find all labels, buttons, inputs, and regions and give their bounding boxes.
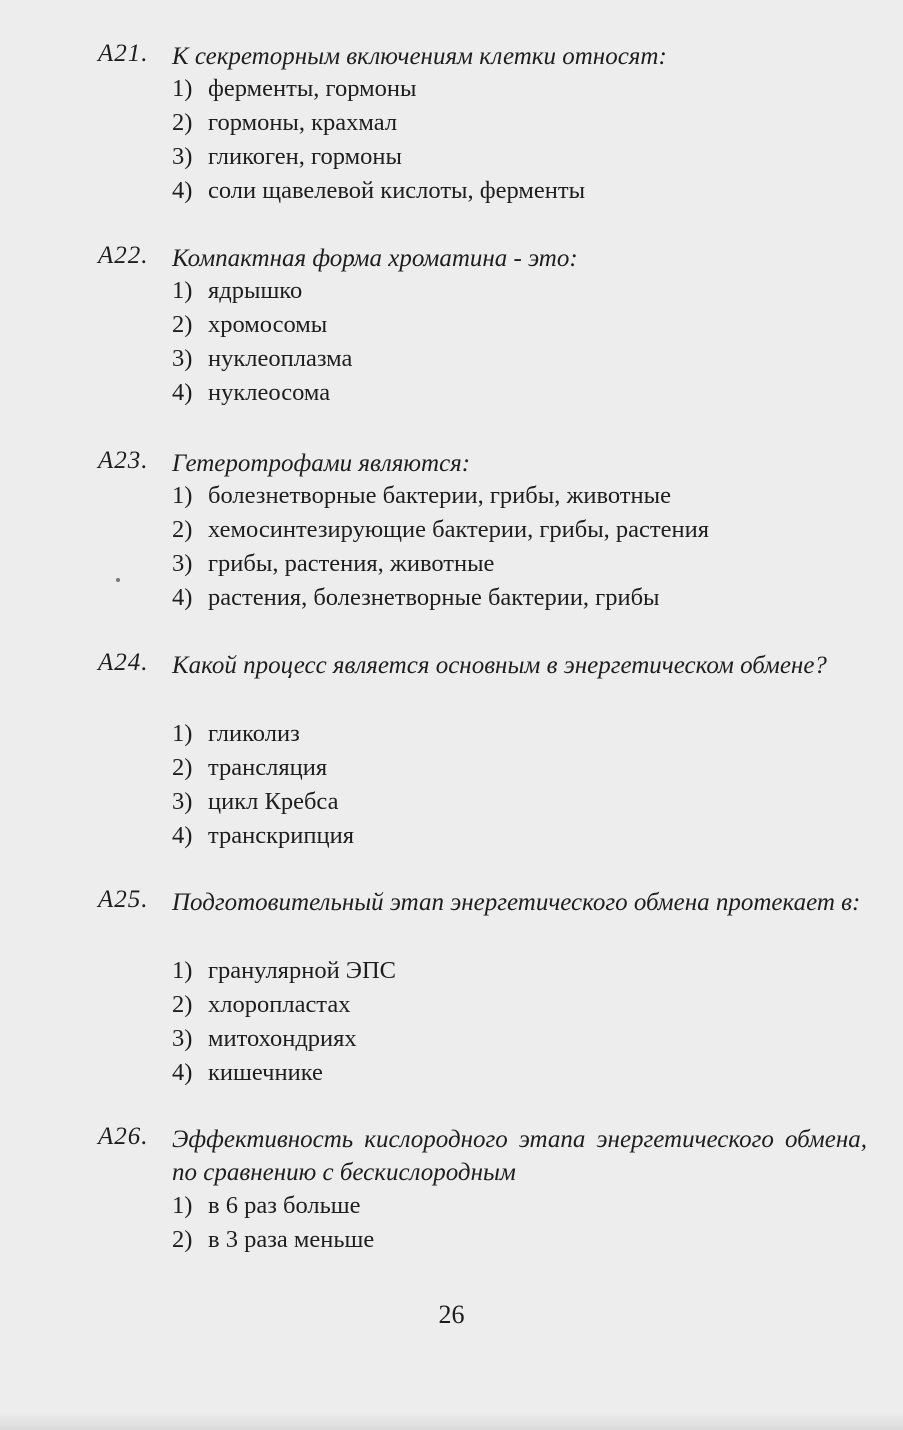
answer-option <box>172 140 402 174</box>
answer-option <box>172 1056 323 1090</box>
option-text: гликолиз <box>208 720 300 747</box>
answer-option <box>172 954 396 988</box>
option-number: 3) <box>172 1025 193 1052</box>
question-number: А22. <box>98 242 149 269</box>
option-number: 4) <box>172 1059 193 1086</box>
question-text: Подготовительный этап энергетического обмена протекает в: <box>172 889 861 916</box>
option-text: болезнетворные бактерии, грибы, животные <box>208 482 671 509</box>
option-number: 2) <box>172 109 193 136</box>
option-text: гранулярной ЭПС <box>208 957 397 984</box>
option-text: хлоропластах <box>208 991 351 1018</box>
option-number: 2) <box>172 1226 193 1253</box>
option-number: 4) <box>172 379 193 406</box>
answer-option <box>172 174 585 208</box>
question-text: Эффективность кислородного этапа энергетического обмена, по сравнению с бескислородным <box>172 1126 867 1186</box>
option-text: митохондриях <box>208 1025 357 1052</box>
option-text: хемосинтезирующие бактерии, грибы, растения <box>208 516 709 543</box>
answer-option <box>172 1223 374 1257</box>
answer-option <box>172 479 671 513</box>
answer-option <box>172 308 327 342</box>
option-number: 2) <box>172 516 193 543</box>
option-number: 4) <box>172 177 193 204</box>
scan-shadow <box>0 1412 903 1430</box>
option-text: грибы, растения, животные <box>208 550 495 577</box>
question-number: А26. <box>98 1123 149 1150</box>
page-number: 26 <box>438 1300 465 1329</box>
option-text: гормоны, крахмал <box>208 109 398 136</box>
option-text: в 3 раза меньше <box>208 1226 375 1253</box>
option-number: 4) <box>172 822 193 849</box>
answer-option <box>172 513 709 547</box>
question-number: А25. <box>98 886 149 913</box>
option-number: 3) <box>172 143 193 170</box>
option-number: 1) <box>172 75 193 102</box>
option-number: 2) <box>172 991 193 1018</box>
option-text: нуклеосома <box>208 379 331 406</box>
option-number: 1) <box>172 1192 193 1219</box>
answer-option <box>172 106 397 140</box>
option-text: ферменты, гормоны <box>208 75 417 102</box>
option-text: цикл Кребса <box>208 788 339 815</box>
option-number: 2) <box>172 754 193 781</box>
option-text: транскрипция <box>208 822 354 849</box>
question-number: А23. <box>98 447 149 474</box>
option-text: ядрышко <box>208 277 303 304</box>
option-number: 1) <box>172 957 193 984</box>
answer-option <box>172 581 660 615</box>
option-number: 3) <box>172 788 193 815</box>
option-number: 1) <box>172 482 193 509</box>
option-text: гликоген, гормоны <box>208 143 402 170</box>
option-text: нуклеоплазма <box>208 345 353 372</box>
option-number: 3) <box>172 345 193 372</box>
answer-option <box>172 547 494 581</box>
question-text: Гетеротрофами являются: <box>172 450 471 477</box>
print-speck <box>116 578 120 582</box>
option-text: трансляция <box>208 754 328 781</box>
option-text: растения, болезнетворные бактерии, грибы <box>208 584 660 611</box>
answer-option <box>172 376 330 410</box>
option-text: соли щавелевой кислоты, ферменты <box>208 177 586 204</box>
answer-option <box>172 1022 357 1056</box>
option-number: 3) <box>172 550 193 577</box>
answer-option <box>172 785 338 819</box>
answer-option <box>172 342 352 376</box>
question-number: А24. <box>98 649 149 676</box>
answer-option <box>172 988 350 1022</box>
option-number: 1) <box>172 720 193 747</box>
option-text: хромосомы <box>208 311 328 338</box>
answer-option <box>172 751 327 785</box>
question-text: Какой процесс является основным в энергетическом обмене? <box>172 652 827 679</box>
option-number: 4) <box>172 584 193 611</box>
answer-option <box>172 819 354 853</box>
question-text: К секреторным включениям клетки относят: <box>172 43 667 70</box>
answer-option <box>172 274 302 308</box>
option-text: в 6 раз больше <box>208 1192 361 1219</box>
answer-option <box>172 1189 361 1223</box>
answer-option <box>172 717 300 751</box>
option-number: 2) <box>172 311 193 338</box>
option-number: 1) <box>172 277 193 304</box>
question-text: Компактная форма хроматина - это: <box>172 245 578 272</box>
option-text: кишечнике <box>208 1059 323 1086</box>
answer-option <box>172 72 416 106</box>
question-number: А21. <box>98 40 149 67</box>
